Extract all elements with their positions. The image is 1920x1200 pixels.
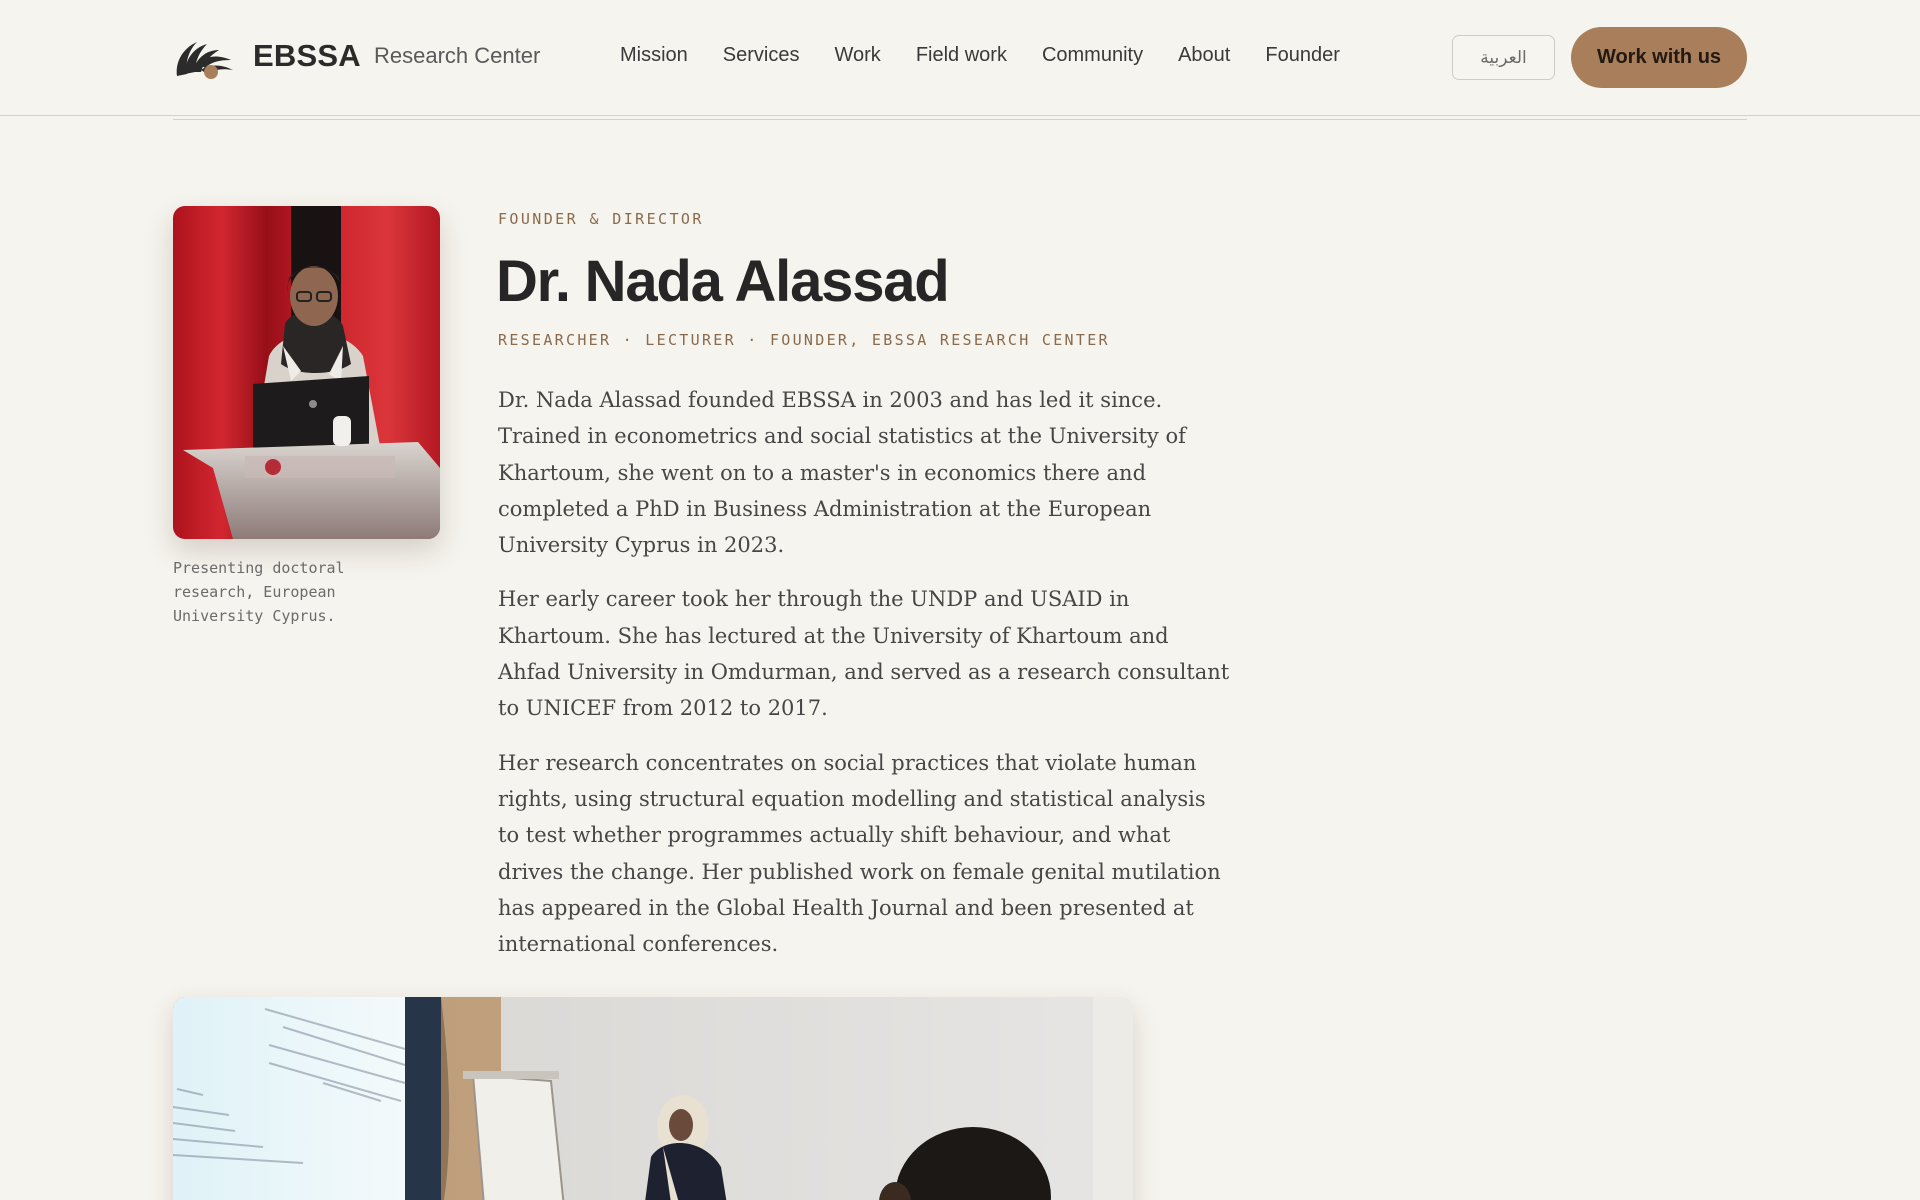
nav-link-work[interactable]: Work bbox=[834, 44, 881, 66]
nav-link-mission[interactable]: Mission bbox=[620, 44, 688, 66]
bio-paragraph-2: Her early career took her through the UNDP and USAID in Khartoum. She has lectured at the University of Khartoum and Ahfad University in Omdurman, and served as a research consultant to UNICEF from 2012 to 2017. bbox=[498, 587, 1230, 721]
main-nav bbox=[620, 44, 1340, 67]
ebssa-logo-icon[interactable] bbox=[173, 34, 235, 80]
bio-paragraph-3: Her research concentrates on social practices that violate human rights, using structural equation modelling and statistical analysis to test whether programmes actually shift behaviour, and what drives the change. Her published work on female genital mutilation has appeared in the Global Health Journal and been presented at international conferences. bbox=[498, 750, 1221, 957]
bio-paragraph-1: Dr. Nada Alassad founded EBSSA in 2003 and has led it since. Trained in econometrics and social statistics at the University of Khartoum, she went on to a master's in economics there and completed a PhD in Business Administration at the European University Cyprus in 2023. bbox=[498, 388, 1186, 558]
founder-roles: RESEARCHER · LECTURER · FOUNDER, EBSSA RESEARCH CENTER bbox=[498, 331, 1110, 349]
founder-name-heading: Dr. Nada Alassad bbox=[496, 249, 949, 314]
founder-bio bbox=[498, 382, 1233, 980]
header-divider bbox=[173, 119, 1747, 120]
nav-link-community[interactable]: Community bbox=[1041, 44, 1144, 66]
work-with-us-button[interactable]: Work with us bbox=[1571, 27, 1747, 88]
conference-presentation-photo bbox=[173, 997, 1133, 1200]
portrait-caption: Presenting doctoral research, European University Cyprus. bbox=[173, 559, 345, 625]
nav-link-about[interactable]: About bbox=[1178, 44, 1231, 66]
nav-link-founder[interactable]: Founder bbox=[1265, 44, 1340, 66]
brand-name[interactable]: EBSSA bbox=[253, 38, 361, 73]
site-header bbox=[0, 0, 1920, 116]
role-eyebrow: FOUNDER & DIRECTOR bbox=[498, 210, 704, 228]
brand-subtitle: Research Center bbox=[374, 43, 541, 68]
nav-link-services[interactable]: Services bbox=[722, 44, 800, 66]
nav-link-field-work[interactable]: Field work bbox=[915, 44, 1007, 66]
founder-portrait-photo bbox=[173, 206, 440, 539]
language-toggle-button[interactable]: العربية bbox=[1452, 35, 1555, 80]
